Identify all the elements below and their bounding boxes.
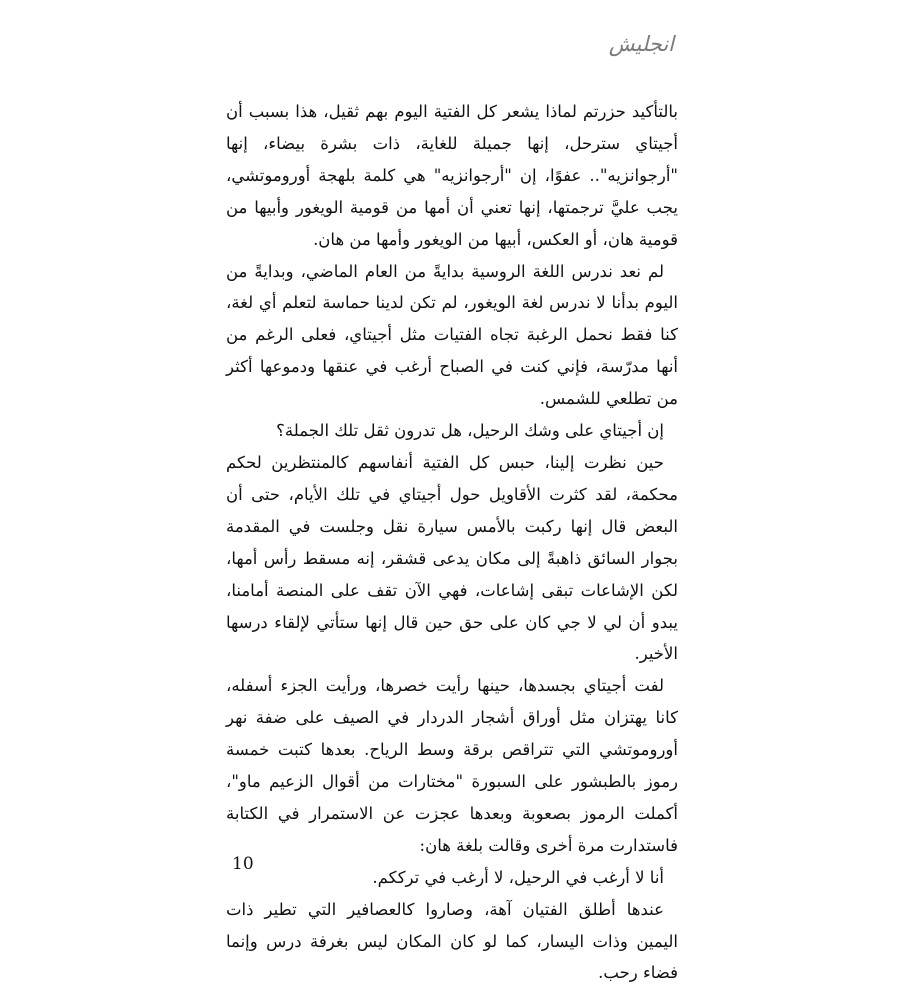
paragraph: بالتأكيد حزرتم لماذا يشعر كل الفتية اليوم بهم ثقيل، هذا بسبب أن أجيتاي سترحل، إنها جميلة للغاية، ذات بشرة بيضاء، إنها "أرجوانزيه".. عفوًا، إن "أرجوانزيه" هي كلمة بلهجة أوروموتشي، يجب عليَّ ترجمتها، إنها تعني أن أمها من قومية الويغور وأبيها من قومية هان، أو العكس، أبيها من الويغور وأمها من هان. xyxy=(226,102,678,249)
paragraph: عندها أطلق الفتيان آهة، وصاروا كالعصافير التي تطير ذات اليمين وذات اليسار، كما لو كان المكان ليس بغرفة درس وإنما فضاء رحب. xyxy=(226,899,678,983)
running-title: انجليش xyxy=(608,32,674,56)
page-number: 10 xyxy=(232,854,254,874)
paragraph: إن أجيتاي على وشك الرحيل، هل تدرون ثقل تلك الجملة؟ xyxy=(276,421,664,441)
paragraph: لم نعد ندرس اللغة الروسية بدايةً من العام الماضي، وبدايةً من اليوم بدأنا لا ندرس لغة الويغور، لم تكن لدينا حماسة لتعلم أي لغة، كنا فقط نحمل الرغبة تجاه الفتيات مثل أجيتاي، فعلى الرغم من أنها مدرّسة، فإني كنت في الصباح أرغب في عنقها ودموعها أكثر من تطلعي للشمس. xyxy=(226,261,678,409)
paragraph: لفت أجيتاي بجسدها، حينها رأيت خصرها، ورأيت الجزء أسفله، كانا يهتزان مثل أوراق أشجار الدردار في الصيف على ضفة نهر أوروموتشي التي تتراقص برقة وسط الرياح. بعدها كتبت خمسة رموز بالطبشور على السبورة "مختارات من أقوال الزعيم ماو"، أكملت الرموز بصعوبة وبعدها عجزت عن الاستمرار في الكتابة فاستدارت مرة أخرى وقالت بلغة هان: xyxy=(226,676,678,855)
paragraph: حين نظرت إلينا، حبس كل الفتية أنفاسهم كالمنتظرين لحكم محكمة، لقد كثرت الأقاويل حول أجيتاي في تلك الأيام، حتى أن البعض قال إنها ركبت بالأمس سيارة نقل وجلست في المقدمة بجوار السائق ذاهبةً إلى مكان يدعى قشقر، إنه مسقط رأس أمها، لكن الإشاعات تبقى إشاعات، فهي الآن تقف على المنصة أمامنا، يبدو أن لي لا جي كان على حق حين قال إنها ستأتي لإلقاء درسها الأخير. xyxy=(226,452,678,664)
body-text xyxy=(226,96,678,989)
paragraph: أنا لا أرغب في الرحيل، لا أرغب في ترككم. xyxy=(372,867,664,887)
